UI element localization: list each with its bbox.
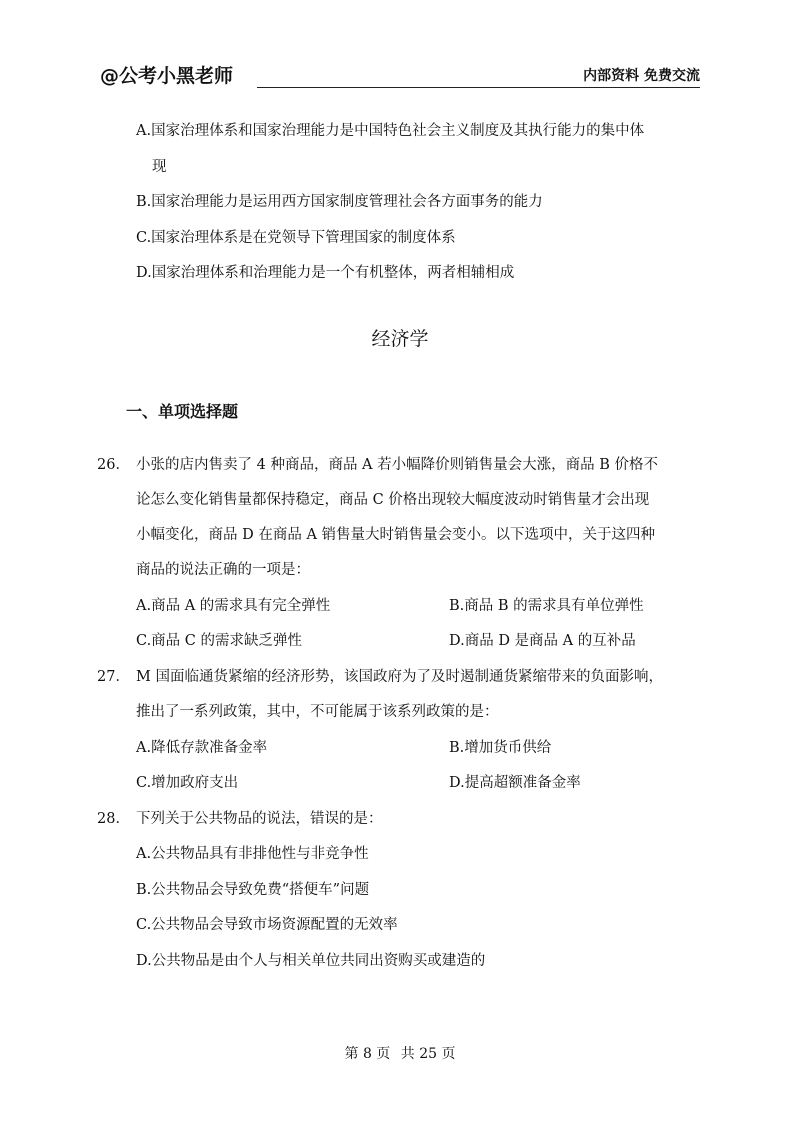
question-27-number: 27． bbox=[97, 669, 130, 685]
question-28-option-a: A.公共物品具有非排他性与非竞争性 bbox=[136, 846, 369, 862]
question-27-option-b: B.增加货币供给 bbox=[449, 740, 552, 756]
prev-option-c: C.国家治理体系是在党领导下管理国家的制度体系 bbox=[136, 230, 456, 246]
question-28-option-c: C.公共物品会导致市场资源配置的无效率 bbox=[136, 917, 398, 933]
section-title: 经济学 bbox=[371, 328, 429, 350]
prev-option-a-line1: A.国家治理体系和国家治理能力是中国特色社会主义制度及其执行能力的集中体 bbox=[136, 123, 645, 139]
question-27-option-d: D.提高超额准备金率 bbox=[449, 775, 581, 791]
question-26-option-c: C.商品 C 的需求缺乏弹性 bbox=[136, 633, 302, 649]
header-rule bbox=[257, 87, 700, 88]
page-header bbox=[100, 64, 700, 88]
question-28-option-b: B.公共物品会导致免费“搭便车”问题 bbox=[136, 882, 370, 898]
prev-option-b: B.国家治理能力是运用西方国家制度管理社会各方面事务的能力 bbox=[136, 194, 543, 210]
header-label: 内部资料 免费交流 bbox=[583, 68, 700, 84]
question-26-stem-line2: 论怎么变化销售量都保持稳定，商品 C 价格出现较大幅度波动时销售量才会出现 bbox=[136, 492, 650, 508]
question-28-stem-line1: 下列关于公共物品的说法，错误的是： bbox=[136, 811, 383, 827]
question-28-option-d: D.公共物品是由个人与相关单位共同出资购买或建造的 bbox=[136, 953, 486, 969]
question-26-stem-line4: 商品的说法正确的一项是： bbox=[136, 562, 310, 578]
question-27-stem-line2: 推出了一系列政策，其中，不可能属于该系列政策的是： bbox=[136, 704, 499, 720]
header-title: @公考小黑老师 bbox=[100, 65, 234, 87]
prev-option-a-line2: 现 bbox=[152, 159, 167, 175]
section-subheading: 一、单项选择题 bbox=[126, 402, 239, 421]
page-number: 第 8 页 bbox=[344, 1046, 391, 1062]
question-27-stem-line1: M 国面临通货紧缩的经济形势，该国政府为了及时遏制通货紧缩带来的负面影响， bbox=[136, 669, 663, 685]
question-26-stem-line3: 小幅变化，商品 D 在商品 A 销售量大时销售量会变小。以下选项中，关于这四种 bbox=[136, 527, 656, 543]
page-total: 共 25 页 bbox=[400, 1046, 456, 1062]
question-27-option-a: A.降低存款准备金率 bbox=[136, 740, 268, 756]
page-footer bbox=[0, 1044, 800, 1064]
question-26-option-a: A.商品 A 的需求具有完全弹性 bbox=[136, 598, 331, 614]
question-26-number: 26． bbox=[97, 457, 130, 473]
question-26-stem-line1: 小张的店内售卖了 4 种商品，商品 A 若小幅降价则销售量会大涨，商品 B 价格不 bbox=[136, 457, 659, 473]
question-26-option-b: B.商品 B 的需求具有单位弹性 bbox=[449, 598, 644, 614]
question-27-option-c: C.增加政府支出 bbox=[136, 775, 239, 791]
question-28-number: 28． bbox=[97, 811, 130, 827]
prev-option-d: D.国家治理体系和治理能力是一个有机整体，两者相辅相成 bbox=[136, 265, 515, 281]
question-26-option-d: D.商品 D 是商品 A 的互补品 bbox=[449, 633, 636, 649]
